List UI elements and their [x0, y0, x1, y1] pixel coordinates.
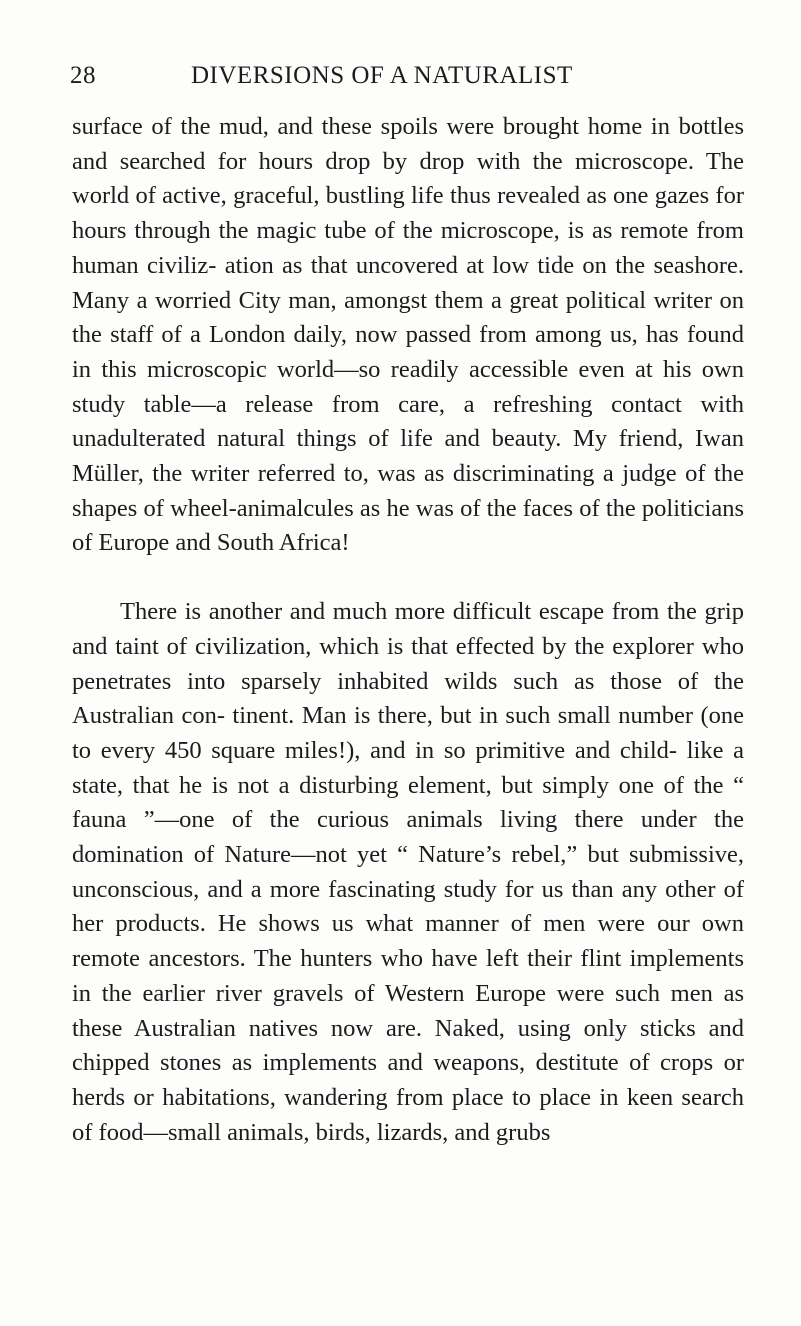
- paragraph-1: surface of the mud, and these spoils were brought home in bottles and searched for hours drop by drop with the microscope. The world of active, graceful, bustling life thus revealed as one gazes for hours through the magic tube of the microscope, is as remote from human civiliz- ation as that uncovered at low tide on the seashore. Many a worried City man, amongst them a great political writer on the staff of a London daily, now passed from among us, has found in this microscopic world—so readily accessible even at his own study table—a release from care, a refreshing contact with unadulterated natural things of life and beauty. My friend, Iwan Müller, the writer referred to, was as discriminating a judge of the shapes of wheel-animalcules as he was of the faces of the politicians of Europe and South Africa!: [72, 113, 744, 557]
- running-head: [70, 62, 742, 96]
- page-number: 28: [70, 62, 96, 89]
- paragraph-2: There is another and much more difficult escape from the grip and taint of civilization, which is that effected by the explorer who penetrates into sparsely inhabited wilds such as those of the Australian con- tinent. Man is there, but in such small number (one to every 450 square miles!), and in so primitive and child- like a state, that he is not a disturbing element, but simply one of the “ fauna ”—one of the curious animals living there under the domination of Nature—not yet “ Nature’s rebel,” but submissive, unconscious, and a more fascinating study for us than any other of her products. He shows us what manner of men were our own remote ancestors. The hunters who have left their flint implements in the earlier river gravels of Western Europe were such men as these Australian natives now are. Naked, using only sticks and chipped stones as implements and weapons, destitute of crops or herds or habitations, wandering from place to place in keen search of food—small animals, birds, lizards, and grubs: [72, 598, 744, 1146]
- body-text: [72, 110, 744, 1150]
- book-title: DIVERSIONS OF A NATURALIST: [191, 62, 573, 89]
